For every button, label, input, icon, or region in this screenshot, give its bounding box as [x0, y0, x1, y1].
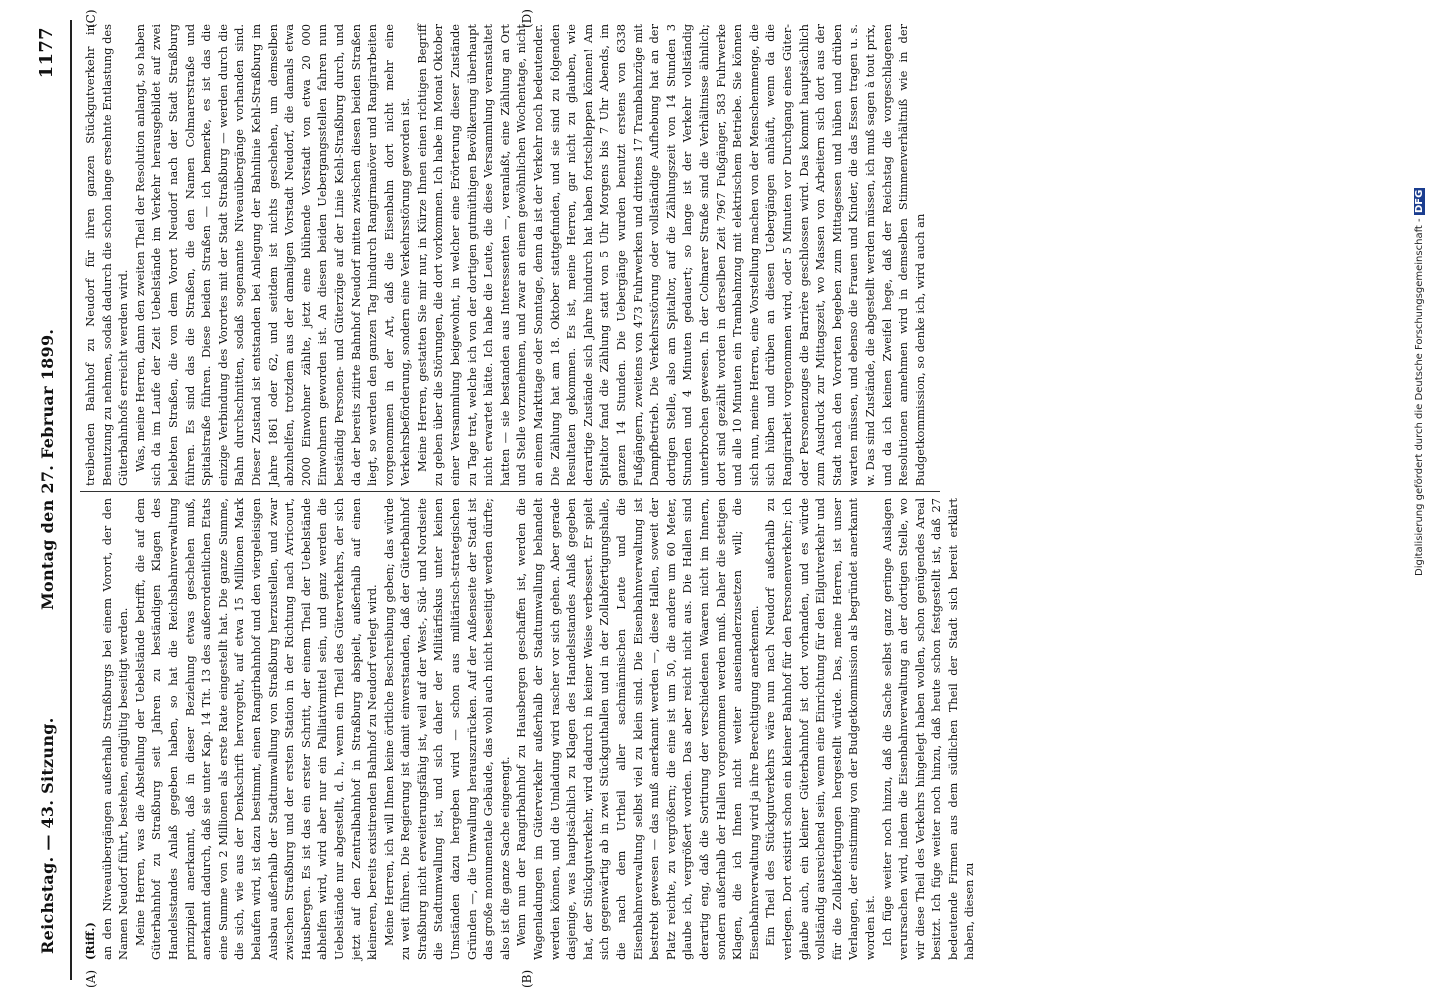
right-paragraph: Was, meine Herren, dann den zweiten Theil der Resolution anlangt, so haben sich da im Laufe der Zeit Uebelstände im Verkehr herausgebildet auf zwei belebten Straßen, die von dem Vorort Neudorf nach der Stadt Straßburg führen. Es sind das die Straßen, die den Namen Colmarerstraße und Spitalstraße führen. Diese beiden Straßen — ich bemerke, es ist das die einzige Verbindung des Vorortes mit der Stadt Straßburg — werden durch die Bahn durchschnitten, sodaß sogenannte Niveauübergänge vorhanden sind. Dieser Zustand ist entstanden bei Anlegung der Bahnlinie Kehl-Straßburg im Jahre 1861 oder 62, und seitdem ist nichts geschehen, um demselben abzuhelfen, trotzdem aus der damaligen Vorstadt Neudorf, die damals etwa 2000 Einwohner zählte, jetzt eine blühende Vorstadt von etwa 20 000 Einwohnern geworden ist. An diesen beiden Uebergangsstellen fahren nun beständig Personen- und Güterzüge auf der Linie Kehl-Straßburg durch, und da der bereits zitirte Bahnhof Neudorf mitten zwischen diesen beiden Straßen liegt, so werden den ganzen Tag hindurch Rangirmanöver und Rangirarbeiten vorgenommen in der Art, daß die Eisenbahn dort nicht mehr eine Verkehrsbeförderung, sondern eine Verkehrsstörung geworden ist.: [132, 24, 413, 486]
right-paragraph: treibenden Bahnhof zu Neudorf für ihren ganzen Stückgutverkehr in Benutzung zu nehmen, sodaß dadurch die schon lange ersehnte Entlastung des Güterbahnhofs erreicht werden wird.: [83, 24, 131, 486]
left-paragraph: an den Niveauübergängen außerhalb Straßburgs bei einem Vorort, der den Namen Neudorf führt, bestehen, endgültig beseitigt werden.: [99, 498, 131, 960]
left-paragraph: Ich füge weiter noch hinzu, daß die Sache selbst ganz geringe Auslagen verursachen wird, indem die Eisenbahnverwaltung an der dortigen Stelle, wo wir diese Theil des Verkehrs hingelegt haben wollen, schon genügendes Areal besitzt. Ich füge weiter noch hinzu, daß heute schon festgestellt ist, daß 27 bedeutende Firmen aus dem südlichen Theil der Stadt sich bereit erklärt haben, diesen zu: [879, 498, 977, 960]
left-paragraph: Meine Herren, was die Abstellung der Uebelstände betrifft, die auf dem Güterbahnhof zu Straßburg seit Jahren zu beständigen Klagen des Handelsstandes Anlaß gegeben haben, so hat die Reichsbahnverwaltung prinzipiell anerkannt, daß in dieser Beziehung etwas geschehen muß, anerkannt dadurch, daß sie unter Kap. 14 Tit. 13 des außerordentlichen Etats eine Summe von 2 Millionen als erste Rate eingestellt hat. Die ganze Summe, die sich, wie aus der Denkschrift hervorgeht, auf etwa 15 Millionen Mark belaufen wird, ist dazu bestimmt, einen Rangirbahnhof und den viergeleisigen Ausbau außerhalb der Stadtumwallung von Straßburg herzustellen, und zwar zwischen Straßburg und der ersten Station in der Richtung nach Avricourt, Hausbergen. Es ist das ein erster Schritt, der einem Theil der Uebelstände abhelfen wird, wird aber nur ein Palliativmittel sein, und ganz werden die Uebelstände nur abgestellt, d. h., wenn ein Theil des Güterverkehrs, der sich jetzt auf den Zentralbahnhof in Straßburg abspielt, außerhalb auf einen kleineren, bereits existirenden Bahnhof zu Neudorf verlegt wird.: [132, 498, 380, 960]
credit-text: Digitalisierung gefördert durch die Deutsche Forschungsgemeinschaft -: [1414, 215, 1425, 576]
left-paragraph: Wenn nun der Rangirbahnhof zu Hausbergen geschaffen ist, werden die Wagenladungen im Güterverkehr außerhalb der Stadtumwallung behandelt werden können, und die Umladung wird rascher vor sich gehen. Aber gerade dasjenige, was hauptsächlich zu Klagen des Handelsstandes Anlaß gegeben hat, der Stückgutverkehr, wird dadurch in keiner Weise verbessert. Er spielt sich gegenwärtig ab in zwei Stückguthallen und in der Zollabfertigungshalle, die nach dem Urtheil aller sachmännischen Leute und die Eisenbahnverwaltung selbst viel zu klein sind. Die Eisenbahnverwaltung ist bestrebt gewesen — das muß anerkannt werden —, diese Hallen, soweit der Platz reichte, zu vergrößern; die eine ist um 50, die andere um 60 Meter, glaube ich, vergrößert worden. Das aber reicht nicht aus. Die Hallen sind derartig eng, daß die Sortirung der verschiedenen Waaren nicht im Innern, sondern außerhalb der Hallen vorgenommen werden muß. Daher die stetigen Klagen, die ich Ihnen nicht weiter auseinanderzusetzen will; die Eisenbahnverwaltung wird ja ihre Berechtigung anerkennen.: [514, 498, 761, 960]
page-number: 1177: [36, 27, 57, 79]
header-date: Montag den 27. Februar 1899.: [38, 328, 57, 610]
dfg-logo-badge: DFG: [1414, 189, 1425, 214]
header-left-title: Reichstag. — 43. Sitzung.: [38, 717, 57, 954]
margin-mark-d: (D): [520, 9, 534, 28]
left-column: [82, 498, 977, 960]
margin-mark-c: (C): [84, 9, 98, 28]
speaker-continuation: (Riff.): [83, 922, 97, 960]
right-column: [82, 24, 942, 486]
margin-mark-a: (A): [84, 969, 98, 988]
left-paragraph: Meine Herren, ich will Ihnen keine örtliche Beschreibung geben; das würde zu weit führen. Die Regierung ist damit einverstanden, daß der Güterbahnhof Straßburg nicht erweiterungsfähig ist, weil auf der West-, Süd- und Nordseite die Stadtumwallung ist, und sich daher der Militärfiskus unter keinen Umständen dazu hergeben wird — schon aus militärisch-strategischen Gründen —, die Umwallung herauszurücken. Auf der Außenseite der Stadt ist das große monumentale Gebäude, das wohl auch nicht beseitigt werden dürfte; also ist die ganze Sache eingeengt.: [381, 498, 512, 960]
digitization-credit: [1414, 6, 1430, 576]
right-paragraph: Meine Herren, gestatten Sie mir nur, in Kürze Ihnen einen richtigen Begriff zu geben über die Störungen, die dort vorkommen. Ich habe im Monat Oktober einer Versammlung beigewohnt, in welcher eine Erörterung dieser Zustände zu Tage trat, welche ich von der dortigen gutmüthigen Bevölkerung überhaupt nicht erwartet hätte. Ich habe die Leute, die diese Versammlung veranstaltet hatten — sie bestanden aus Interessenten —, veranlaßt, eine Zählung an Ort und Stelle vorzunehmen, und zwar an einem gewöhnlichen Wochentage, nicht an einem Markttage oder Sonntage, denn da ist der Verkehr noch bedeutender. Die Zählung hat am 18. Oktober stattgefunden, und sie sind zu folgenden Resultaten gekommen. Es ist, meine Herren, gar nicht zu glauben, wie derartige Zustände sich Jahre hindurch hat haben fortschleppen können! Am Spitaltor fand die Zählung statt von 5 Uhr Morgens bis 7 Uhr Abends, im ganzen 14 Stunden. Die Uebergänge wurden benutzt erstens von 6338 Fußgängern, zweitens von 473 Fuhrwerken und drittens 17 Trambahnzüge mit Dampfbetrieb. Die Verkehrsstörung oder vollständige Aufhebung hat an der dortigen Stelle, also am Spitaltor, auf die Zählungszeit von 14 Stunden 3 Stunden und 4 Minuten gedauert; so lange ist der Verkehr vollständig unterbrochen gewesen. In der Colmarer Straße sind die Verhältnisse ähnlich; dort sind gezählt worden in derselben Zeit 7967 Fußgänger, 583 Fuhrwerke und alle 10 Minuten ein Trambahnzug mit elektrischem Betriebe. Sie können sich nun, meine Herren, eine Vorstellung machen von der Menschenmenge, die sich hüben und drüben an diesen Uebergängen anhäuft, wenn da die Rangirarbeit vorgenommen wird, oder 5 Minuten vor Durchgang eines Güter- oder Personenzuges die Barrière geschlossen wird. Das kommt hauptsächlich zum Ausdruck zur Mittagszeit, wo Massen von Arbeitern sich dort aus der Stadt nach den Vororten begeben zum Mittagessen und hüben und drüben warten müssen, und ebenso die Frauen und Kinder, die das Essen tragen u. s. w. Das sind Zustände, die abgestellt werden müssen, ich muß sagen à tout prix, und da ich keinen Zweifel hege, daß der Reichstag die vorgeschlagenen Resolutionen annehmen wird in demselben Stimmenverhältniß wie in der Budgetkommission, so denke ich, wird auch an: [414, 24, 927, 486]
header-rule: [70, 20, 72, 980]
left-paragraph: Ein Theil des Stückgutverkehrs wäre nun nach Neudorf außerhalb zu verlegen. Dort existirt schon ein kleiner Bahnhof für den Personenverkehr; ich glaube auch, ein kleiner Güterbahnhof ist dort vorhanden, und es würde vollständig ausreichend sein, wenn eine Einrichtung für den Eilgutverkehr und für die Zollabfertigungen hergestellt würde. Das, meine Herren, ist unser Verlangen, der einstimmig von der Budgetkommission als begründet anerkannt worden ist.: [763, 498, 877, 960]
column-divider: [80, 491, 940, 492]
margin-mark-b: (B): [520, 969, 534, 988]
page-header: [34, 15, 64, 990]
